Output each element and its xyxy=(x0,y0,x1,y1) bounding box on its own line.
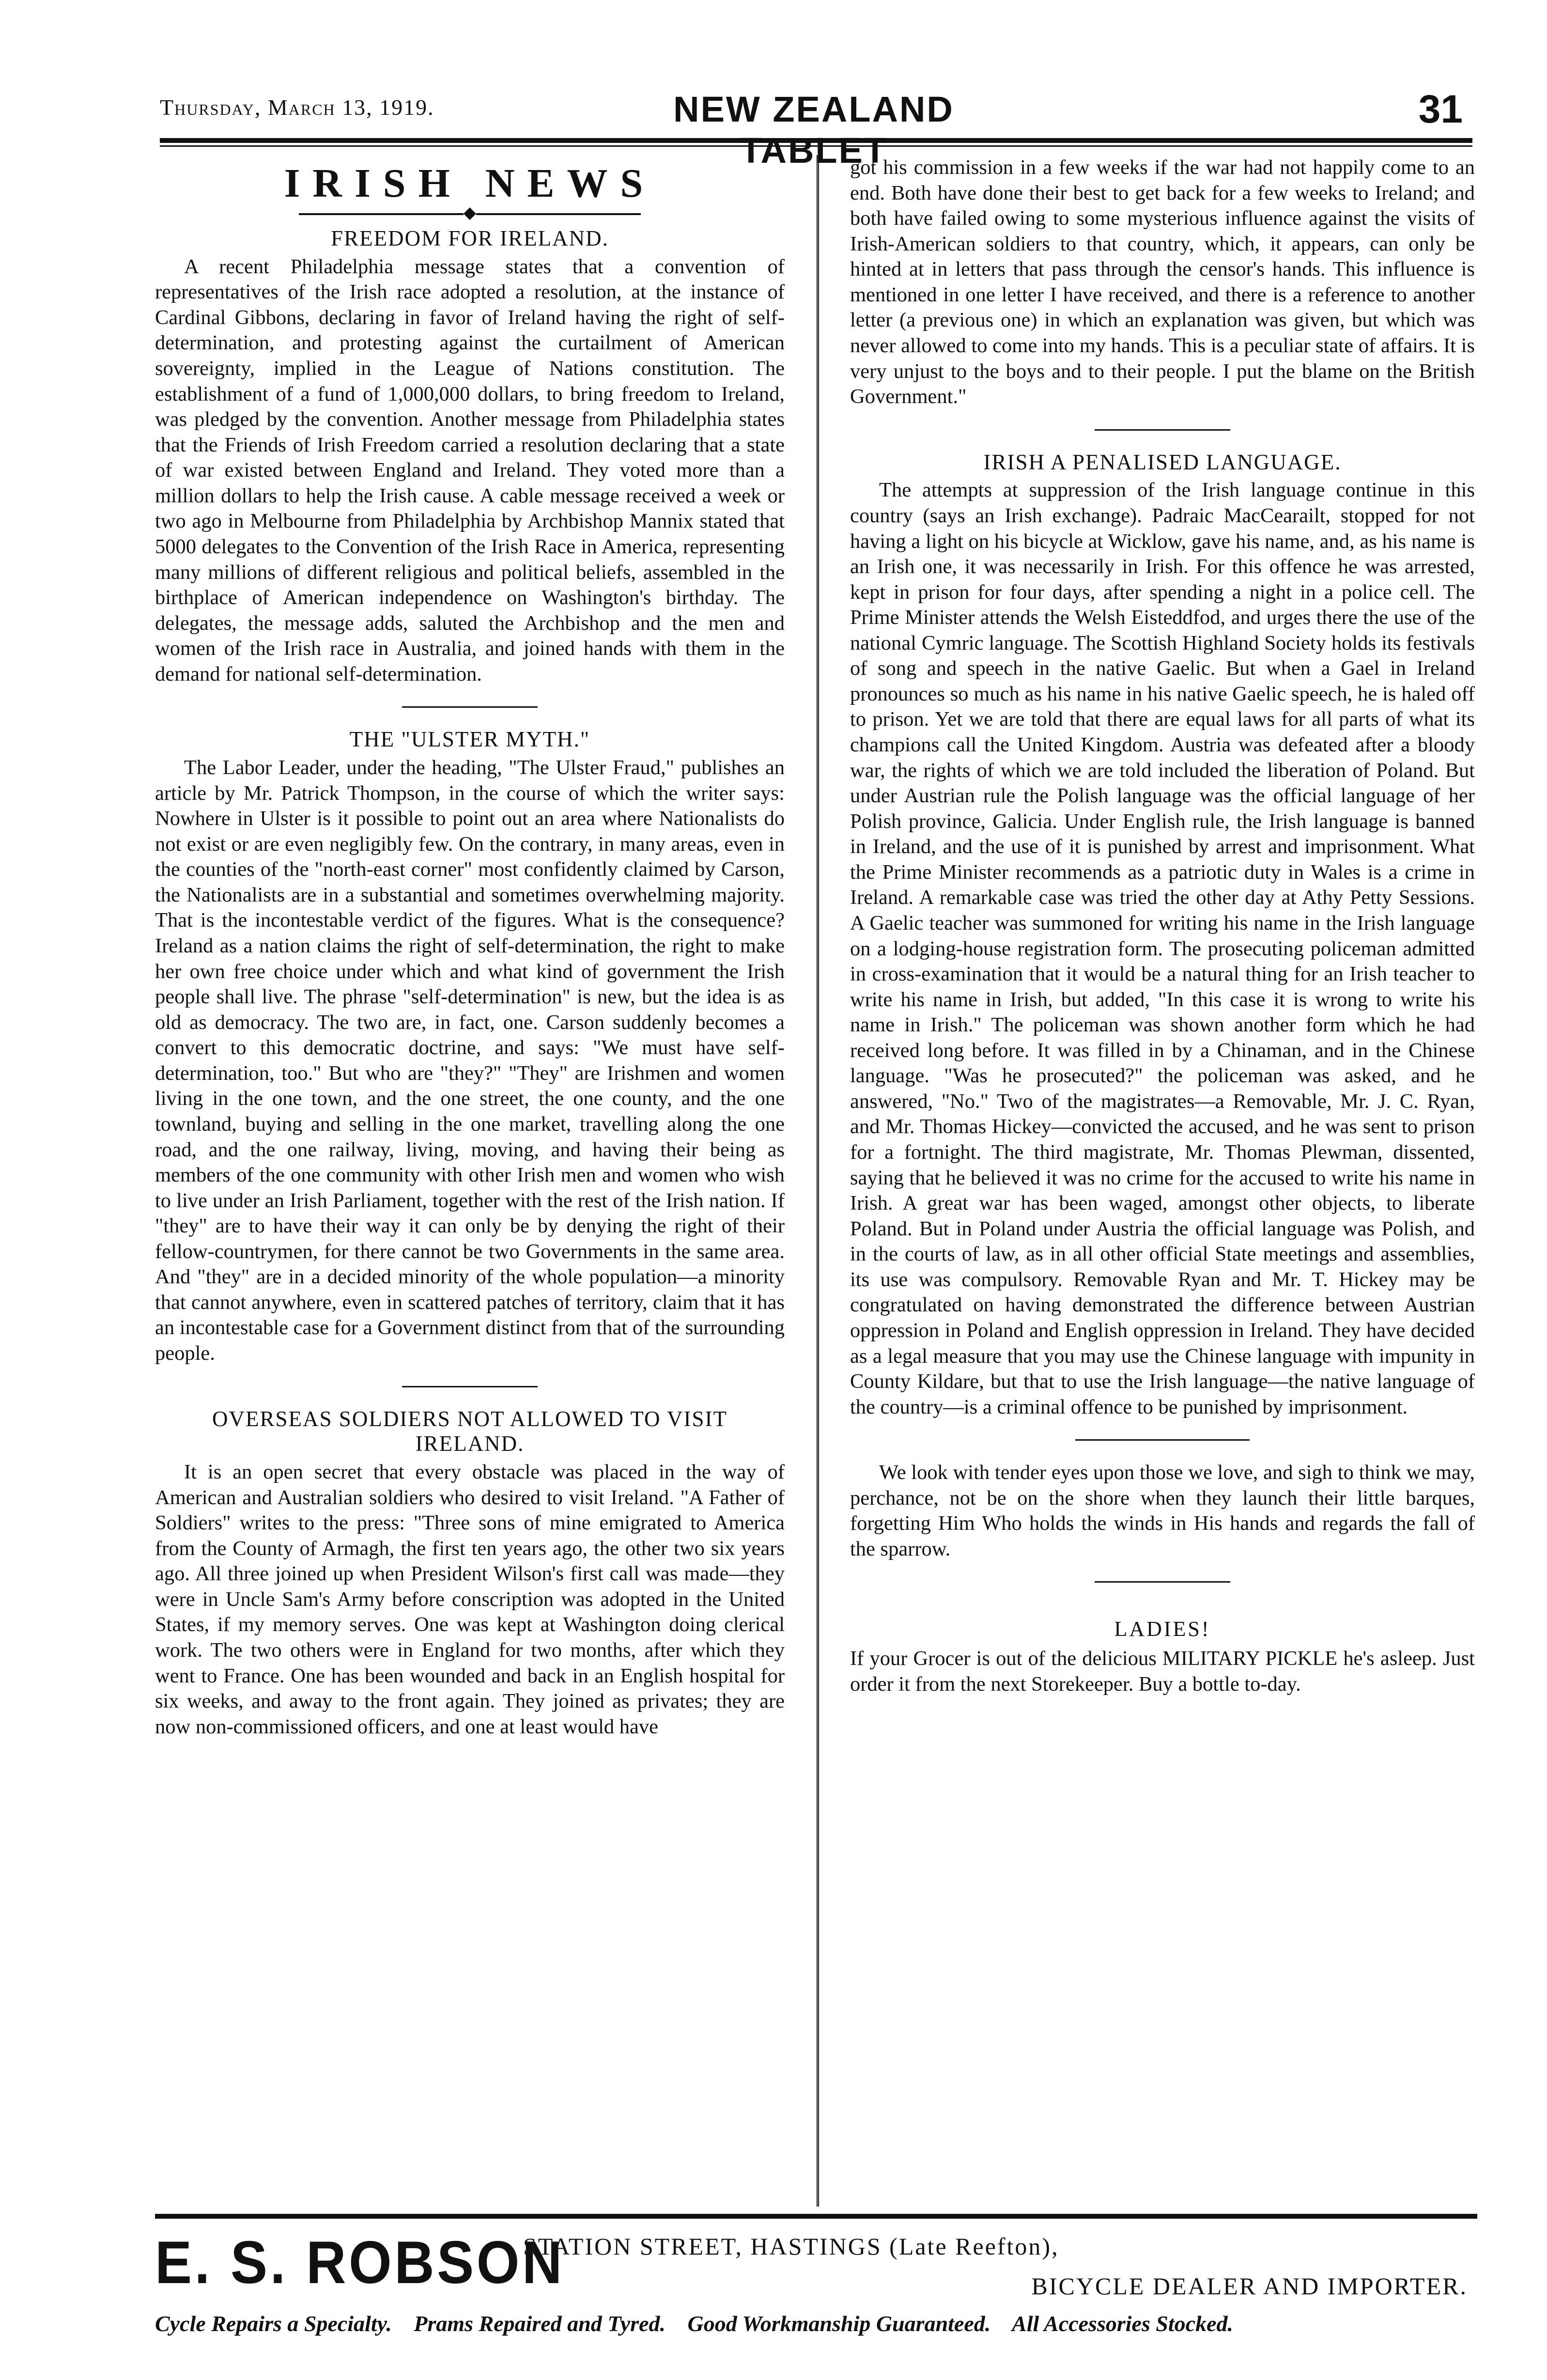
article-title-penalised: IRISH A PENALISED LANGUAGE. xyxy=(983,450,1342,474)
ladies-body: If your Grocer is out of the delicious MILITARY PICKLE he's asleep. Just order it from the next Storekeeper. Buy a bottle to-day. xyxy=(850,1647,1475,1696)
article-body-overseas-continued: got his commission in a few weeks if the war had not happily come to an end. Both have done their best to get back for a few weeks to Ireland; and both have failed owing to some mysterious influence against the visits of Irish-American soldiers to that country, which, it appears, can only be hinted at in letters that pass through the censor's hands. This influence is mentioned in one letter I have received, and there is a reference to another letter (a previous one) in which an explanation was given, but which was never allowed to come into my hands. This is a peculiar state of affairs. It is very unjust to the boys and to their people. I put the blame on the British Government." xyxy=(850,156,1475,408)
right-column xyxy=(850,155,1475,1697)
article-body-penalised: The attempts at suppression of the Irish language continue in this country (says an Irish exchange). Padraic MacCearailt, stopped for not having a light on his bicycle at Wicklow, gave his name, and, as his name is an Irish one, it was necessarily in Irish. For this offence he was arrested, kept in prison for four days, after spending a night in a police cell. The Prime Minister attends the Welsh Eisteddfod, and urges there the use of the national Cymric language. The Scottish Highland Society holds its festivals of song and speech in the native Gaelic. But when a Gael in Ireland pronounces so much as his name in his native Gaelic speech, he is haled off to prison. Yet we are told that there are equal laws for all parts of what its champions call the United Kingdom. Austria was defeated after a bloody war, the rights of which we are told included the liberation of Poland. But under Austrian rule the Polish language was the official language of her Polish province, Galicia. Under English rule, the Irish language is banned in Ireland, and the use of it is punished by arrest and imprisonment. What the Prime Minister recommends as a patriotic duty in Wales is a crime in Ireland. A remarkable case was tried the other day at Athy Petty Sessions. A Gaelic teacher was summoned for writing his name in the Irish language on a lodging-house registration form. The prosecuting policeman admitted in cross-examination that it would be a natural thing for an Irish teacher to write his name in Irish, but added, "In this case it is wrong to write his name in Irish." The policeman was shown another form which he had received long before. It was filled in by a Chinaman, and in the Chinese language. "Was he prosecuted?" the policeman was asked, and he answered, "No." Two of the magistrates—a Removable, Mr. J. C. Ryan, and Mr. Thomas Hickey—convicted the accused, and he was sent to prison for a fortnight. The third magistrate, Mr. Thomas Plewman, dissented, saying that he believed it was no crime for the accused to write his name in Irish. A great war has been waged, amongst other objects, to liberate Poland. But in Poland under Austria the official language was Polish, and in the courts of law, as in all other official State meetings and assemblies, its use was compulsory. Removable Ryan and Mr. T. Hickey may be congratulated on having demonstrated the difference between Austrian oppression in Poland and English oppression in Ireland. They have decided as a legal measure that you may use the Chinese language with impunity in County Kildare, but that to use the Irish language—the native language of the country—is a criminal offence to be punished by imprisonment. xyxy=(850,479,1475,1418)
article-title-ulster: THE "ULSTER MYTH." xyxy=(349,727,590,752)
advertiser-trade: BICYCLE DEALER AND IMPORTER. xyxy=(1031,2272,1468,2300)
article-body-overseas: It is an open secret that every obstacle was placed in the way of American and Australian soldiers who desired to visit Ireland. "A Father of Soldiers" writes to the press: "Three sons of mine emigrated to America from the County of Armagh, the first ten years ago, the other two six years ago. All three joined up when President Wilson's first call was made—they were in Uncle Sam's Army before conscription was adopted in the United States, if my memory serves. One was kept at Washington doing clerical work. The two others were in England for two months, after which they went to France. One has been wounded and back in an English hospital for six weeks, and away to the front again. They joined as privates; they are now non-commissioned officers, and one at least would have xyxy=(155,1461,785,1738)
tagline: Good Workmanship Guaranteed. xyxy=(687,2311,991,2336)
newspaper-title: NEW ZEALAND TABLET xyxy=(673,89,954,171)
advertiser-address: STATION STREET, HASTINGS (Late Reefton), xyxy=(523,2233,1059,2260)
advertisement-rule xyxy=(155,2214,1477,2219)
masthead-rule xyxy=(160,145,1472,147)
tagline: Prams Repaired and Tyred. xyxy=(414,2311,665,2336)
issue-date: Thursday, March 13, 1919. xyxy=(160,95,434,120)
article-body-freedom: A recent Philadelphia message states that a convention of representatives of the Irish race adopted a resolution, at the instance of Cardinal Gibbons, declaring in favor of Ireland having the right of self-determination, and protesting against the curtailment of American sovereignty, implied in the League of Nations constitution. The establishment of a fund of 1,000,000 dollars, to bring freedom to Ireland, was pledged by the convention. Another message from Philadelphia states that the Friends of Irish Freedom carried a resolution declaring that a state of war existed between England and Ireland. They voted more than a million dollars to help the Irish cause. A cable message received a week or two ago in Melbourne from Philadelphia by Archbishop Mannix stated that 5000 delegates to the Convention of the Irish Race in America, representing many millions of different religious and political beliefs, assembled in the birthplace of American independence on Washington's birthday. The delegates, the message adds, saluted the Archbishop and the men and women of the Irish race in Australia, and joined hands with them in the demand for national self-determination. xyxy=(155,255,785,685)
article-separator xyxy=(1075,1439,1250,1441)
article-title-overseas: OVERSEAS SOLDIERS NOT ALLOWED TO VISIT IRELAND. xyxy=(212,1406,727,1456)
tagline: Cycle Repairs a Specialty. xyxy=(155,2311,392,2336)
masthead xyxy=(160,85,1472,171)
article-body-ulster: The Labor Leader, under the heading, "The Ulster Fraud," publishes an article by Mr. Patrick Thompson, in the course of which the writer says: Nowhere in Ulster is it possible to point out an area where Nationalists do not exist or are even negligibly few. On the contrary, in many areas, even in the counties of the "north-east corner" most confidently claimed by Carson, the Nationalists are in a substantial and sometimes overwhelming majority. That is the incontestable verdict of the figures. What is the consequence? Ireland as a nation claims the right of self-determination, the right to make her own free choice under which and what kind of government the Irish people shall live. The phrase "self-determination" is new, but the idea is as old as democracy. The two are, in fact, one. Carson suddenly becomes a convert to this democratic doctrine, and says: "We must have self-determination, too." But who are "they?" "They" are Irishmen and women living in the one town, and the one street, the one county, and the one townland, buying and selling in the one market, travelling along the one road, and the one railway, living, moving, and having their being as members of the one community with other Irish men and women who wish to live under an Irish Parliament, together with the rest of the Irish nation. If "they" are to have their way it can only be by denying the right of their fellow-countrymen, for there cannot be two Governments in the same area. And "they" are in a decided minority of the whole population—a minority that cannot anywhere, even in scattered patches of territory, claim that it has an incontestable case for a Government distinct from that of the surrounding people. xyxy=(155,756,785,1365)
page-number: 31 xyxy=(1418,87,1463,131)
advertisement xyxy=(155,2214,1477,2359)
column-divider xyxy=(817,155,819,2207)
article-separator xyxy=(1095,1581,1230,1583)
advertiser-name: E. S. ROBSON xyxy=(155,2229,565,2296)
title-ornament: ◆ xyxy=(155,203,785,222)
article-separator xyxy=(402,706,538,708)
tagline: All Accessories Stocked. xyxy=(1012,2311,1234,2336)
ladies-title: LADIES! xyxy=(1114,1617,1211,1641)
article-title-freedom: FREEDOM FOR IRELAND. xyxy=(331,226,609,250)
tender-paragraph: We look with tender eyes upon those we love, and sigh to think we may, perchance, not be on the shore when they launch their little barques, forgetting Him Who holds the winds in His hands and regards the fall of the sparrow. xyxy=(850,1461,1475,1560)
section-title: IRISH NEWS xyxy=(284,161,656,206)
article-separator xyxy=(402,1386,538,1387)
advertisement-taglines xyxy=(155,2311,1477,2336)
article-separator xyxy=(1095,429,1230,431)
left-column xyxy=(155,155,785,1740)
